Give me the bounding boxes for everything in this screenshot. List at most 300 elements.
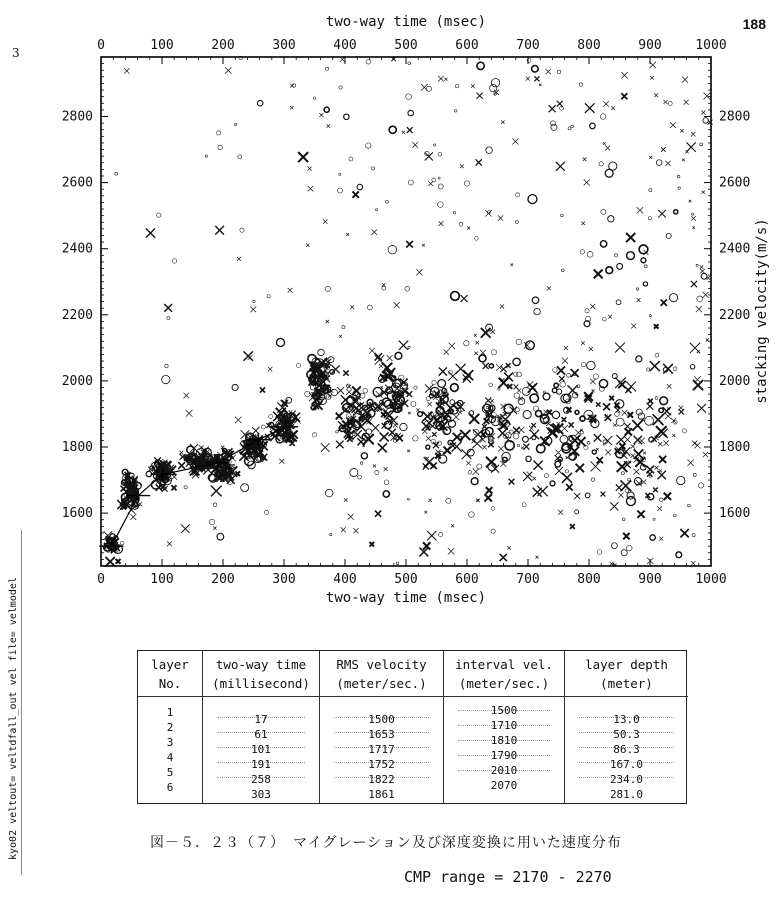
scatter-point-o bbox=[265, 510, 269, 514]
scatter-point-o bbox=[606, 267, 613, 274]
scatter-point-x bbox=[622, 410, 628, 416]
scatter-point-o bbox=[621, 550, 627, 556]
scatter-point-o bbox=[157, 213, 161, 217]
scatter-point-o bbox=[312, 433, 316, 437]
scatter-point-x bbox=[498, 446, 503, 451]
scatter-point-o bbox=[382, 286, 386, 290]
scatter-point-x bbox=[498, 215, 503, 220]
scatter-point-x bbox=[250, 306, 256, 312]
scatter-point-o bbox=[326, 67, 329, 70]
scatter-point-o bbox=[406, 94, 412, 100]
scatter-point-o bbox=[360, 462, 363, 465]
scatter-point-o bbox=[599, 162, 603, 166]
scatter-point-x bbox=[603, 142, 605, 144]
scatter-point-x bbox=[444, 78, 447, 81]
scatter-point-x bbox=[605, 449, 611, 455]
cell-depth-2: 50.3 bbox=[613, 728, 640, 741]
cell-interval-1: 1500 bbox=[490, 704, 518, 717]
scatter-point-o bbox=[389, 126, 396, 133]
scatter-point-x bbox=[521, 447, 523, 449]
cell-depth-5: 234.0 bbox=[609, 773, 644, 786]
scatter-point-x bbox=[337, 387, 344, 394]
scatter-point-x bbox=[621, 93, 627, 99]
scatter-point-o bbox=[167, 316, 170, 319]
header-two-way-time: two-way time (millisecond) bbox=[203, 651, 319, 697]
scatter-point-x bbox=[472, 439, 482, 449]
col-layer bbox=[138, 651, 203, 803]
scatter-point-o bbox=[514, 393, 519, 398]
scatter-point-x bbox=[448, 548, 454, 554]
scatter-point-x bbox=[613, 423, 616, 426]
scatter-point-x bbox=[682, 76, 688, 82]
velocity-table bbox=[137, 650, 687, 804]
scatter-point-x bbox=[637, 511, 644, 518]
bottom-x-axis-label: two-way time (msec) bbox=[325, 590, 487, 606]
scatter-point-o bbox=[213, 503, 217, 507]
scatter-point-x bbox=[462, 449, 472, 459]
scatter-point-x bbox=[603, 101, 608, 106]
scatter-point-x bbox=[116, 559, 121, 564]
scatter-point-x bbox=[467, 227, 470, 230]
scatter-point-x bbox=[566, 484, 573, 491]
scatter-point-o bbox=[581, 362, 586, 367]
scatter-point-x bbox=[624, 437, 630, 443]
scatter-point-o bbox=[353, 412, 362, 421]
scatter-point-x bbox=[703, 452, 708, 457]
scatter-point-o bbox=[585, 309, 589, 313]
scatter-point-x bbox=[570, 524, 575, 529]
scatter-point-x bbox=[618, 493, 623, 498]
scatter-point-x bbox=[574, 493, 580, 499]
scatter-point-o bbox=[184, 486, 187, 489]
scatter-point-o bbox=[692, 534, 695, 537]
scatter-point-o bbox=[656, 160, 662, 166]
scatter-point-o bbox=[649, 189, 652, 192]
scatter-point-o bbox=[408, 346, 410, 348]
scatter-point-x bbox=[306, 244, 309, 247]
scatter-point-o bbox=[700, 143, 703, 146]
scatter-point-x bbox=[343, 370, 348, 375]
scatter-point-o bbox=[241, 484, 249, 492]
scatter-point-o bbox=[165, 364, 168, 367]
scatter-point-o bbox=[218, 145, 223, 150]
scatter-point-o bbox=[597, 550, 602, 555]
scatter-point-o bbox=[325, 489, 333, 497]
scatter-point-x bbox=[352, 386, 361, 395]
x-tick-label-bottom: 600 bbox=[455, 572, 479, 587]
scatter-point-o bbox=[438, 380, 446, 388]
cell-layer-6: 6 bbox=[166, 781, 174, 794]
scatter-point-o bbox=[666, 233, 671, 238]
scatter-point-o bbox=[560, 106, 564, 110]
scatter-point-x bbox=[375, 353, 382, 360]
scatter-point-o bbox=[600, 241, 606, 247]
scatter-point-x bbox=[378, 443, 387, 452]
scatter-point-x bbox=[596, 402, 601, 407]
scatter-point-o bbox=[643, 282, 647, 286]
scatter-point-x bbox=[637, 298, 641, 302]
header-rms-velocity: RMS velocity (meter/sec.) bbox=[320, 651, 443, 697]
scatter-point-x bbox=[659, 456, 666, 463]
x-tick-label-top: 0 bbox=[97, 38, 105, 53]
scatter-point-o bbox=[338, 188, 343, 193]
scatter-point-x bbox=[510, 264, 513, 267]
scatter-point-o bbox=[346, 413, 351, 418]
scatter-point-x bbox=[557, 366, 565, 374]
scatter-point-x bbox=[558, 510, 563, 515]
scatter-point-x bbox=[179, 451, 183, 455]
cell-interval-2: 1710 bbox=[490, 719, 518, 732]
scatter-point-o bbox=[269, 415, 273, 419]
scatter-point-x bbox=[353, 528, 358, 533]
scatter-point-x bbox=[527, 472, 533, 478]
scatter-point-o bbox=[238, 155, 242, 159]
x-tick-label-top: 600 bbox=[455, 38, 479, 53]
side-annotation: kyo02 veltout= veltdfall_out vel file= velmodel bbox=[8, 577, 19, 860]
cell-depth-6: 281.0 bbox=[609, 788, 644, 801]
scatter-point-x bbox=[549, 105, 556, 112]
scatter-point-o bbox=[555, 461, 561, 467]
scatter-point-o bbox=[438, 202, 444, 208]
scatter-point-x bbox=[658, 442, 663, 447]
scatter-point-x bbox=[703, 93, 710, 100]
scatter-point-x bbox=[556, 162, 565, 171]
scatter-point-x bbox=[650, 361, 660, 371]
scatter-point-o bbox=[591, 478, 594, 481]
scatter-point-o bbox=[526, 456, 531, 461]
scatter-point-x bbox=[408, 412, 410, 414]
scatter-point-o bbox=[653, 518, 655, 520]
scatter-point-x bbox=[625, 428, 632, 435]
scatter-point-o bbox=[411, 401, 416, 406]
scatter-point-o bbox=[405, 286, 410, 291]
scatter-point-x bbox=[237, 257, 241, 261]
scatter-point-o bbox=[490, 85, 497, 92]
scatter-point-o bbox=[560, 435, 568, 443]
scatter-point-x bbox=[235, 471, 240, 476]
cell-depth-3: 86.3 bbox=[613, 743, 640, 756]
scatter-point-x bbox=[416, 269, 422, 275]
x-tick-label-bottom: 1000 bbox=[695, 572, 727, 587]
scatter-point-x bbox=[429, 499, 432, 502]
scatter-point-x bbox=[308, 167, 312, 171]
scatter-point-x bbox=[476, 159, 482, 165]
scatter-point-o bbox=[516, 339, 522, 345]
figure-caption: 図－５．２３（７） マイグレーション及び深度変換に用いた速度分布 bbox=[150, 835, 622, 851]
scatter-point-x bbox=[371, 229, 377, 235]
scatter-point-x bbox=[428, 181, 433, 186]
scatter-point-o bbox=[648, 217, 651, 220]
scatter-point-x bbox=[663, 364, 673, 374]
scatter-point-o bbox=[232, 384, 238, 390]
cell-time-4: 191 bbox=[251, 758, 271, 771]
scatter-point-o bbox=[532, 297, 539, 304]
x-tick-label-bottom: 400 bbox=[333, 572, 357, 587]
cell-rms-1: 1500 bbox=[368, 713, 395, 726]
scatter-point-o bbox=[352, 433, 355, 436]
scatter-point-o bbox=[580, 250, 584, 254]
scatter-point-o bbox=[451, 292, 460, 301]
scatter-point-o bbox=[450, 400, 455, 405]
scatter-point-x bbox=[181, 525, 189, 533]
scatter-point-o bbox=[318, 349, 325, 356]
scatter-point-o bbox=[534, 308, 541, 315]
cmp-range: CMP range = 2170 - 2270 bbox=[404, 868, 612, 886]
scatter-point-x bbox=[215, 226, 224, 235]
scatter-point-x bbox=[534, 461, 543, 470]
scatter-point-x bbox=[500, 304, 504, 308]
plot-frame bbox=[101, 57, 711, 566]
scatter-point-o bbox=[513, 433, 519, 439]
scatter-point-x bbox=[474, 352, 477, 355]
scatter-point-x bbox=[146, 228, 155, 237]
scatter-point-x bbox=[407, 449, 410, 452]
scatter-point-o bbox=[468, 470, 472, 474]
scatter-point-o bbox=[590, 123, 596, 129]
scatter-point-o bbox=[644, 265, 647, 268]
scatter-point-o bbox=[585, 493, 590, 498]
scatter-point-o bbox=[655, 353, 659, 357]
scatter-point-x bbox=[533, 477, 536, 480]
scatter-point-o bbox=[361, 453, 367, 459]
scatter-point-o bbox=[692, 213, 694, 215]
cell-time-2: 61 bbox=[254, 728, 268, 741]
scatter-point-x bbox=[603, 403, 610, 410]
scatter-point-x bbox=[650, 76, 653, 79]
scatter-point-o bbox=[395, 352, 402, 359]
scatter-point-o bbox=[676, 552, 682, 558]
cell-layer-4: 4 bbox=[166, 751, 174, 764]
scatter-point-x bbox=[486, 487, 493, 494]
scatter-point-o bbox=[474, 236, 478, 240]
scatter-point-o bbox=[690, 364, 694, 368]
scatter-point-x bbox=[513, 384, 518, 389]
scatter-point-x bbox=[536, 556, 539, 559]
scatter-point-o bbox=[432, 380, 436, 384]
scatter-point-o bbox=[388, 245, 397, 254]
scatter-point-o bbox=[655, 397, 658, 400]
scatter-point-x bbox=[680, 529, 688, 537]
scatter-point-o bbox=[697, 296, 703, 302]
scatter-point-o bbox=[502, 457, 507, 462]
scatter-point-x bbox=[663, 100, 667, 104]
scatter-point-x bbox=[702, 191, 705, 194]
scatter-point-x bbox=[279, 459, 284, 464]
scatter-point-x bbox=[501, 120, 504, 123]
scatter-point-x bbox=[637, 207, 643, 213]
scatter-point-o bbox=[530, 394, 538, 402]
scatter-point-o bbox=[650, 535, 655, 540]
scatter-point-x bbox=[664, 441, 669, 446]
scatter-point-x bbox=[474, 334, 477, 337]
scatter-point-o bbox=[217, 131, 221, 135]
scatter-point-x bbox=[178, 462, 185, 469]
scatter-point-x bbox=[531, 423, 535, 427]
scatter-point-o bbox=[448, 420, 455, 427]
scatter-point-x bbox=[670, 122, 676, 128]
scatter-point-x bbox=[432, 432, 437, 437]
scatter-point-x bbox=[427, 531, 436, 540]
scatter-point-x bbox=[661, 300, 667, 306]
scatter-point-x bbox=[424, 457, 434, 467]
scatter-point-o bbox=[515, 221, 518, 224]
scatter-point-o bbox=[339, 86, 342, 89]
scatter-point-x bbox=[323, 219, 327, 223]
scatter-point-x bbox=[700, 269, 705, 274]
y-axis-label: stacking velocity(m/s) bbox=[754, 218, 770, 404]
y-tick-label-left: 1800 bbox=[61, 440, 93, 456]
scatter-point-o bbox=[544, 474, 548, 478]
scatter-point-x bbox=[644, 250, 649, 255]
scatter-point-o bbox=[645, 416, 654, 425]
scatter-point-x bbox=[649, 156, 652, 159]
scatter-point-x bbox=[490, 399, 493, 402]
scatter-point-o bbox=[455, 84, 458, 87]
scatter-point-x bbox=[471, 84, 474, 87]
y-tick-label-left: 2200 bbox=[61, 307, 93, 323]
scatter-point-x bbox=[691, 281, 697, 287]
scatter-point-o bbox=[514, 372, 518, 376]
scatter-point-x bbox=[346, 389, 352, 395]
scatter-point-o bbox=[408, 110, 413, 115]
scatter-point-o bbox=[479, 355, 486, 362]
cell-time-1: 17 bbox=[254, 713, 268, 726]
scatter-point-x bbox=[469, 414, 479, 424]
scatter-point-o bbox=[324, 107, 329, 112]
scatter-point-x bbox=[449, 343, 455, 349]
scatter-point-x bbox=[664, 493, 671, 500]
scatter-point-o bbox=[528, 195, 537, 204]
scatter-point-x bbox=[485, 397, 491, 403]
scatter-point-o bbox=[407, 498, 409, 500]
scatter-point-o bbox=[579, 83, 583, 87]
scatter-point-x bbox=[341, 527, 346, 532]
scatter-point-x bbox=[260, 387, 265, 392]
x-tick-label-bottom: 800 bbox=[577, 572, 601, 587]
scatter-point-x bbox=[389, 429, 396, 436]
scatter-point-x bbox=[609, 396, 614, 401]
cell-time-3: 101 bbox=[251, 743, 271, 756]
scatter-point-o bbox=[408, 62, 411, 65]
scatter-point-x bbox=[605, 145, 610, 150]
scatter-point-o bbox=[488, 436, 493, 441]
scatter-point-x bbox=[584, 179, 590, 185]
scatter-point-o bbox=[240, 228, 244, 232]
scatter-point-x bbox=[700, 265, 704, 269]
scatter-point-o bbox=[486, 147, 493, 154]
scatter-point-x bbox=[456, 364, 466, 374]
scatter-point-o bbox=[426, 86, 431, 91]
scatter-point-x bbox=[620, 480, 631, 491]
scatter-point-o bbox=[693, 473, 696, 476]
scatter-point-x bbox=[235, 417, 241, 423]
scatter-point-x bbox=[544, 410, 549, 415]
scatter-point-x bbox=[350, 305, 354, 309]
scatter-point-x bbox=[701, 111, 705, 115]
scatter-point-x bbox=[691, 132, 696, 137]
scatter-point-x bbox=[290, 106, 293, 109]
x-tick-label-bottom: 900 bbox=[638, 572, 662, 587]
scatter-point-o bbox=[536, 410, 542, 416]
scatter-point-x bbox=[632, 420, 643, 431]
cell-depth-1: 13.0 bbox=[613, 713, 640, 726]
scatter-point-o bbox=[464, 341, 469, 346]
scatter-point-o bbox=[383, 491, 389, 497]
scatter-point-x bbox=[466, 461, 471, 466]
scatter-point-x bbox=[625, 387, 631, 393]
scatter-point-x bbox=[164, 304, 172, 312]
scatter-point-x bbox=[653, 488, 658, 493]
scatter-point-x bbox=[684, 100, 689, 105]
scatter-point-x bbox=[347, 385, 351, 389]
scatter-point-x bbox=[225, 67, 231, 73]
y-tick-label-left: 1600 bbox=[61, 506, 93, 522]
scatter-point-x bbox=[424, 511, 427, 514]
scatter-point-x bbox=[539, 84, 541, 86]
scatter-point-x bbox=[475, 341, 479, 345]
scatter-point-o bbox=[593, 374, 598, 379]
scatter-point-x bbox=[308, 186, 314, 192]
scatter-point-o bbox=[120, 541, 124, 545]
scatter-point-x bbox=[590, 379, 596, 385]
cell-layer-3: 3 bbox=[166, 736, 174, 749]
scatter-point-o bbox=[649, 315, 651, 317]
scatter-point-o bbox=[561, 214, 564, 217]
x-tick-label-bottom: 300 bbox=[272, 572, 296, 587]
scatter-point-x bbox=[610, 502, 618, 510]
scatter-point-x bbox=[650, 62, 656, 68]
scatter-point-x bbox=[647, 471, 653, 477]
scatter-point-o bbox=[115, 172, 118, 175]
y-tick-label-right: 2400 bbox=[719, 241, 751, 257]
scatter-point-o bbox=[257, 100, 262, 105]
scatter-point-o bbox=[517, 444, 519, 446]
scatter-point-o bbox=[451, 384, 459, 392]
scatter-point-x bbox=[500, 554, 507, 561]
col-interval-velocity bbox=[444, 651, 565, 803]
y-tick-label-right: 2800 bbox=[719, 109, 751, 125]
scatter-point-o bbox=[438, 184, 443, 189]
scatter-point-x bbox=[592, 389, 595, 392]
scatter-point-o bbox=[616, 418, 624, 426]
scatter-point-o bbox=[384, 480, 389, 485]
cell-rms-4: 1752 bbox=[368, 758, 395, 771]
scatter-point-o bbox=[560, 382, 566, 388]
scatter-point-o bbox=[477, 464, 482, 469]
cell-layer-1: 1 bbox=[166, 706, 174, 719]
scatter-point-x bbox=[546, 69, 551, 74]
scatter-point-x bbox=[186, 410, 193, 417]
scatter-point-x bbox=[498, 428, 508, 438]
cell-interval-4: 1790 bbox=[490, 749, 518, 762]
scatter-point-x bbox=[596, 448, 599, 451]
y-tick-label-right: 2000 bbox=[719, 373, 751, 389]
scatter-point-x bbox=[458, 410, 462, 414]
scatter-point-o bbox=[209, 519, 214, 524]
cell-layer-2: 2 bbox=[166, 721, 174, 734]
scatter-point-x bbox=[353, 191, 359, 197]
scatter-points bbox=[104, 56, 713, 566]
scatter-point-o bbox=[621, 472, 624, 475]
scatter-point-o bbox=[491, 350, 496, 355]
scatter-point-x bbox=[643, 452, 646, 455]
scatter-point-x bbox=[692, 226, 694, 228]
scatter-point-x bbox=[533, 488, 542, 497]
scatter-point-o bbox=[439, 532, 443, 536]
scatter-point-x bbox=[559, 376, 565, 382]
scatter-point-o bbox=[325, 286, 330, 291]
cell-interval-5: 2010 bbox=[490, 764, 518, 777]
